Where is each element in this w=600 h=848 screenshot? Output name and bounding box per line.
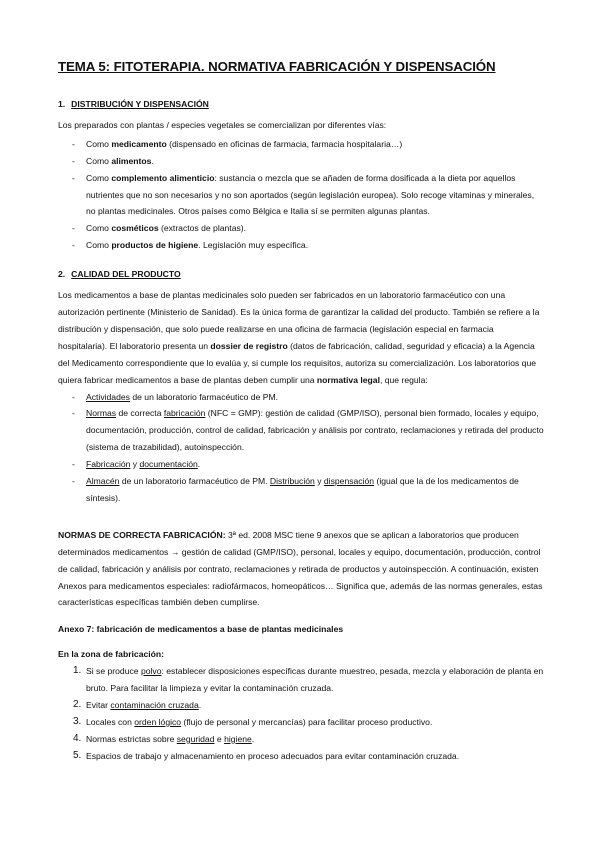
list-item	[86, 389, 544, 406]
item-text: Como	[86, 172, 112, 183]
item-text: y	[314, 476, 324, 487]
item-text: : establecer disposiciones específicas durante muestreo, pesada, mezcla y elaboración de planta en bruto. Para facilitar la limpieza y evitar la contaminación cruzada.	[86, 666, 544, 694]
item-number: 2.	[73, 699, 82, 710]
item-text: : sustancia o mezcla que se añaden de forma dosificada a la dieta por aquellos nutrientes que no son necesarios y no son aportados (según legislación europea). Solo recoge vitaminas y minerales, no plantas medicinales. Otros países como Bélgica e Italia sí se permiten algunas plantas.	[86, 172, 535, 217]
item-underlined: seguridad	[176, 733, 215, 744]
item-text: Locales con	[86, 716, 135, 727]
item-text: de un laboratorio farmacéutico de PM.	[119, 476, 270, 487]
item-text: . Legislación muy específica.	[198, 240, 309, 251]
item-text: Espacios de trabajo y almacenamiento en proceso adecuados para evitar contaminación cruzada.	[86, 750, 460, 761]
item-underlined: Almacén	[86, 476, 120, 487]
item-underlined: Actividades	[86, 391, 130, 402]
paragraph-text: (datos de fabricación, calidad, seguridad y eficacia) a la Agencia del Medicamento correspondiente que lo evalúa y, si cumple los requisitos, autoriza su comercialización. Los laboratorios que quiera fabricar medicamentos a base de plantas deben cumplir una	[58, 340, 537, 385]
item-underlined: orden lógico	[134, 716, 182, 727]
section-1-list	[58, 136, 544, 254]
list-item	[86, 473, 544, 507]
list-item	[86, 136, 544, 153]
normas-heading: NORMAS DE CORRECTA FABRICACIÓN:	[58, 529, 226, 540]
section-1-number: 1.	[58, 99, 66, 109]
section-2-heading-text: CALIDAD DEL PRODUCTO	[71, 269, 181, 280]
item-text: de un laboratorio farmacéutico de PM.	[129, 391, 279, 402]
item-text: Como	[86, 138, 112, 149]
list-item	[73, 731, 544, 748]
item-text: Como	[86, 223, 112, 234]
item-text: Normas estrictas sobre	[86, 733, 177, 744]
item-underlined: Distribución	[269, 476, 315, 487]
list-item	[73, 663, 544, 697]
item-underlined: fabricación	[163, 408, 206, 419]
item-text: .	[151, 155, 154, 166]
item-number: 1.	[73, 665, 82, 677]
zone-heading	[58, 646, 544, 663]
item-bold: cosméticos	[111, 223, 159, 234]
item-text: .	[197, 459, 201, 470]
list-item	[73, 714, 544, 731]
item-underlined: Fabricación	[86, 459, 131, 470]
section-2-list	[58, 389, 544, 507]
item-text: (NFC = GMP): gestión de calidad (GMP/ISO), personal bien formado, locales y equipo, documentación, producción, control de calidad, fabricación y análisis por contrato, reclamaciones y retirada del producto (sistema de trazabilidad), autoinspección.	[86, 408, 544, 453]
item-text: .	[251, 733, 255, 744]
section-1-heading-text: DISTRIBUCIÓN Y DISPENSACIÓN	[71, 99, 209, 109]
paragraph-bold: normativa legal	[316, 374, 380, 385]
item-bold: medicamento	[111, 138, 167, 149]
item-bold: productos de higiene	[111, 240, 199, 251]
item-text: (igual que la de los medicamentos de síntesis).	[86, 476, 519, 503]
item-underlined: contaminación cruzada	[110, 700, 199, 710]
item-bold: alimentos	[111, 155, 152, 166]
list-item	[73, 697, 544, 714]
item-underlined: polvo	[140, 666, 162, 677]
item-text: Si se produce	[86, 666, 141, 677]
item-text: e	[214, 733, 225, 744]
item-text: y	[130, 459, 140, 470]
item-text: de correcta	[116, 408, 164, 419]
paragraph-text: Los medicamentos a base de plantas medicinales solo pueden ser fabricados en un laboratorio farmacéutico con una autorización pertinente (Ministerio de Sanidad). Es la única forma de garantizar la calidad del producto. También se refiere a la distribución y dispensación, que solo puede realizarse en una oficina de farmacia (legislación especial en farmacia hospitalaria). El laboratorio presenta un	[58, 290, 540, 351]
zone-heading-text: En la zona de fabricación:	[58, 649, 165, 660]
list-item	[86, 153, 544, 170]
item-text: Como	[86, 240, 112, 251]
paragraph-text: , que regula:	[379, 374, 428, 385]
list-item	[86, 405, 544, 456]
section-2-heading	[58, 266, 544, 283]
item-text: Como	[86, 155, 112, 166]
item-number: 3.	[73, 715, 82, 727]
document-title: TEMA 5: FITOTERAPIA. NORMATIVA FABRICACIÓN Y DISPENSACIÓN	[58, 59, 496, 74]
list-item	[86, 456, 544, 473]
item-text: (extractos de plantas).	[158, 223, 247, 234]
anexo-7-heading-text: Anexo 7: fabricación de medicamentos a base de plantas medicinales	[58, 624, 344, 635]
list-item	[86, 220, 544, 237]
list-item	[73, 748, 544, 765]
section-1-heading	[58, 96, 544, 113]
normas-text: 3ª ed. 2008 MSC tiene 9 anexos que se aplican a laboratorios que producen determinados medicamentos → gestión de calidad (GMP/ISO), personal, locales y equipo, documentación, producción, control de calidad, fabricación y análisis por contrato, reclamaciones y retirada de productos y autoinspección. A continuación, existen Anexos para medicamentos especiales: radiofármacos, homeopáticos… Significa que, además de las normas generales, estas características específicas también deben cumplirse.	[58, 529, 543, 608]
item-underlined: Normas	[86, 408, 117, 419]
item-bold: complemento alimenticio	[111, 172, 215, 183]
item-number: 5.	[73, 749, 82, 761]
section-1-intro: Los preparados con plantas / especies vegetales se comercializan por diferentes vías:	[58, 119, 387, 130]
section-2-paragraph	[58, 287, 544, 388]
item-number: 4.	[73, 732, 82, 744]
item-underlined: higiene	[224, 733, 252, 744]
normas-paragraph	[58, 527, 544, 612]
section-2-number: 2.	[58, 269, 66, 280]
item-text: (dispensado en oficinas de farmacia, farmacia hospitalaria…)	[166, 138, 403, 149]
item-underlined: documentación	[139, 459, 198, 470]
anexo-7-heading	[58, 621, 544, 638]
item-underlined: dispensación	[323, 476, 375, 487]
item-text: .	[198, 700, 202, 710]
anexo-7-list	[58, 663, 544, 764]
list-item	[86, 237, 544, 254]
list-item	[86, 170, 544, 221]
item-text: (flujo de personal y mercancías) para facilitar proceso productivo.	[181, 716, 433, 727]
paragraph-bold: dossier de registro	[210, 340, 288, 351]
item-text: Evitar	[86, 700, 111, 710]
